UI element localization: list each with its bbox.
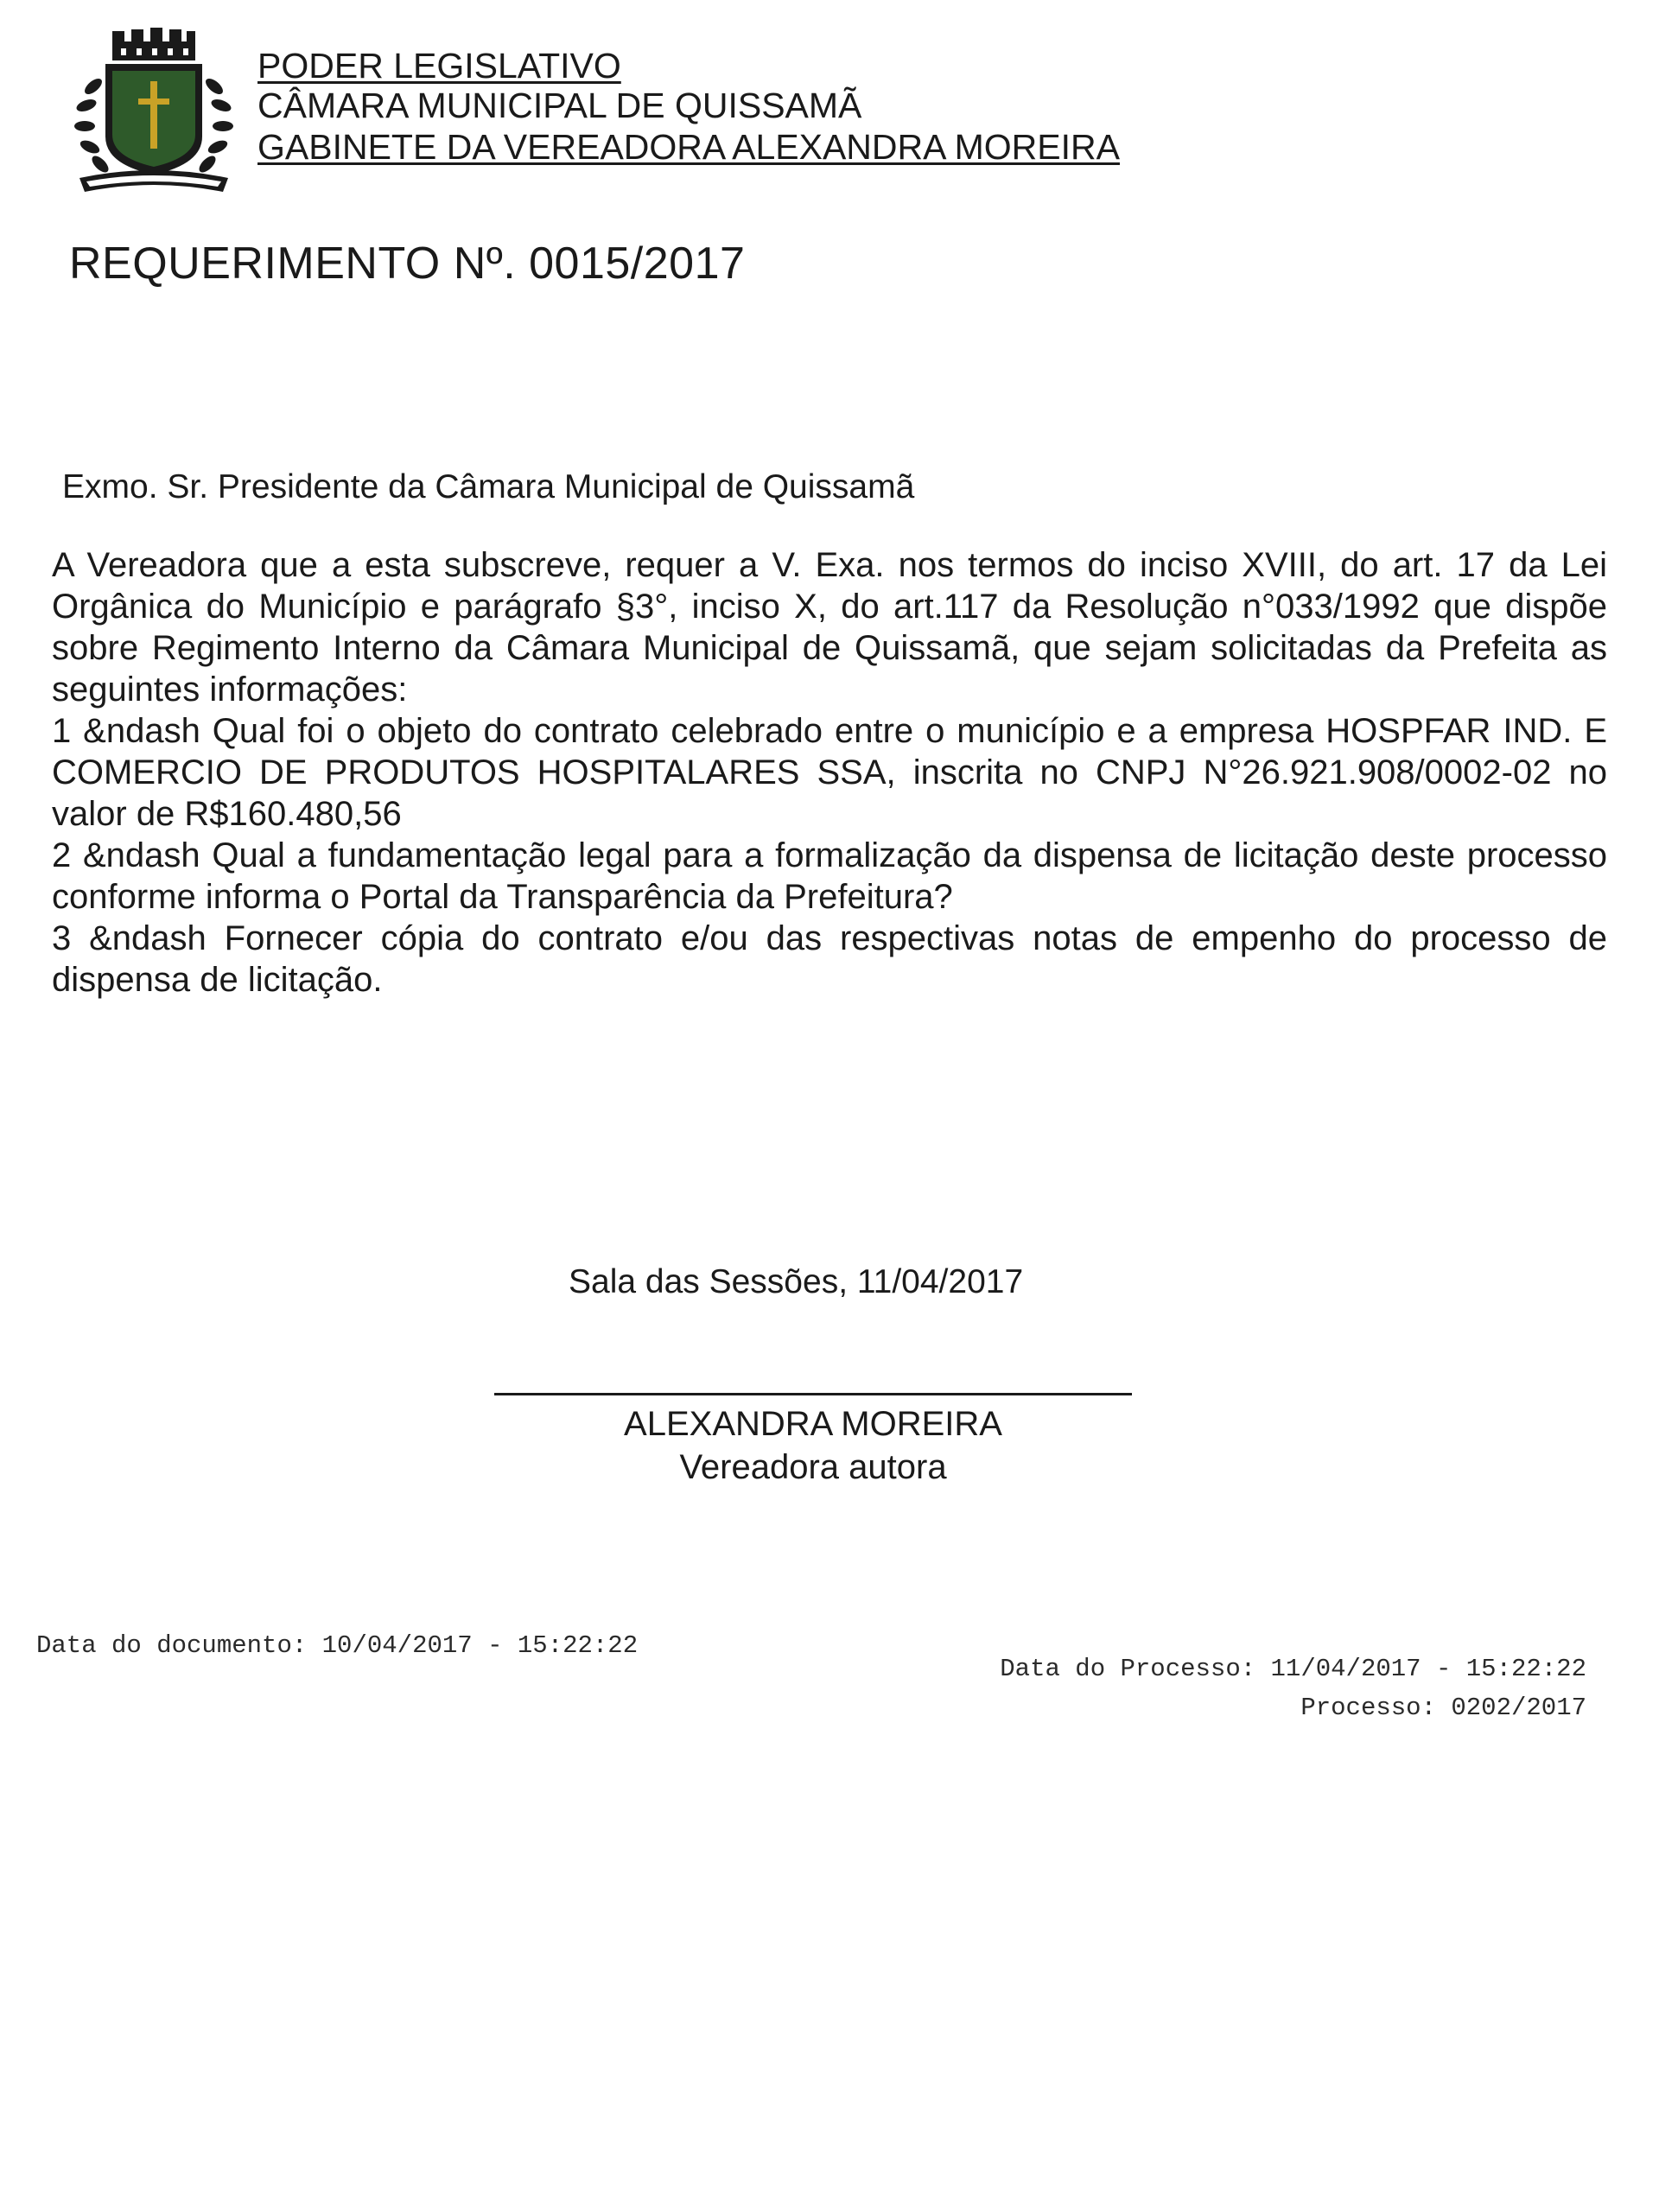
process-number-stamp: Processo: 0202/2017 bbox=[1300, 1694, 1586, 1722]
signatory-role: Vereadora autora bbox=[679, 1448, 947, 1486]
document-date-stamp: Data do documento: 10/04/2017 - 15:22:22 bbox=[36, 1631, 639, 1660]
letterhead-line-1: PODER LEGISLATIVO bbox=[257, 46, 621, 86]
salutation: Exmo. Sr. Presidente da Câmara Municipal de Quissamã bbox=[62, 468, 915, 505]
signatory-name: ALEXANDRA MOREIRA bbox=[624, 1405, 1002, 1443]
coat-of-arms-icon bbox=[67, 26, 240, 199]
letterhead-line-2: CÂMARA MUNICIPAL DE QUISSAMÃ bbox=[257, 86, 862, 125]
document-body bbox=[52, 544, 1607, 1001]
document-title: REQUERIMENTO Nº. 0015/2017 bbox=[69, 238, 746, 289]
request-item-2: 2 &ndash Qual a fundamentação legal para a formalização da dispensa de licitação deste processo conforme informa o Portal da Transparência da Prefeitura? bbox=[52, 836, 1607, 916]
process-date-stamp: Data do Processo: 11/04/2017 - 15:22:22 bbox=[1000, 1655, 1586, 1683]
closing-date: Sala das Sessões, 11/04/2017 bbox=[569, 1263, 1024, 1300]
letterhead bbox=[257, 43, 1191, 169]
request-item-1: 1 &ndash Qual foi o objeto do contrato celebrado entre o município e a empresa HOSPFAR IND. E COMERCIO DE PRODUTOS HOSPITALARES SSA, inscrita no CNPJ N°26.921.908/0002-02 no valor de R$160.480,56 bbox=[52, 712, 1607, 833]
request-item-3: 3 &ndash Fornecer cópia do contrato e/ou das respectivas notas de empenho do processo de dispensa de licitação. bbox=[52, 919, 1607, 999]
letterhead-line-3: GABINETE DA VEREADORA ALEXANDRA MOREIRA bbox=[257, 127, 1120, 167]
intro-paragraph: A Vereadora que a esta subscreve, requer a V. Exa. nos termos do inciso XVIII, do art. 17 da Lei Orgânica do Município e parágrafo §3°, inciso X, do art.117 da Resolução n°033/1992 que dispõe sobre Regimento Interno da Câmara Municipal de Quissamã, que sejam solicitadas da Prefeita as seguintes informações: bbox=[52, 546, 1607, 709]
signature-line bbox=[494, 1393, 1132, 1395]
